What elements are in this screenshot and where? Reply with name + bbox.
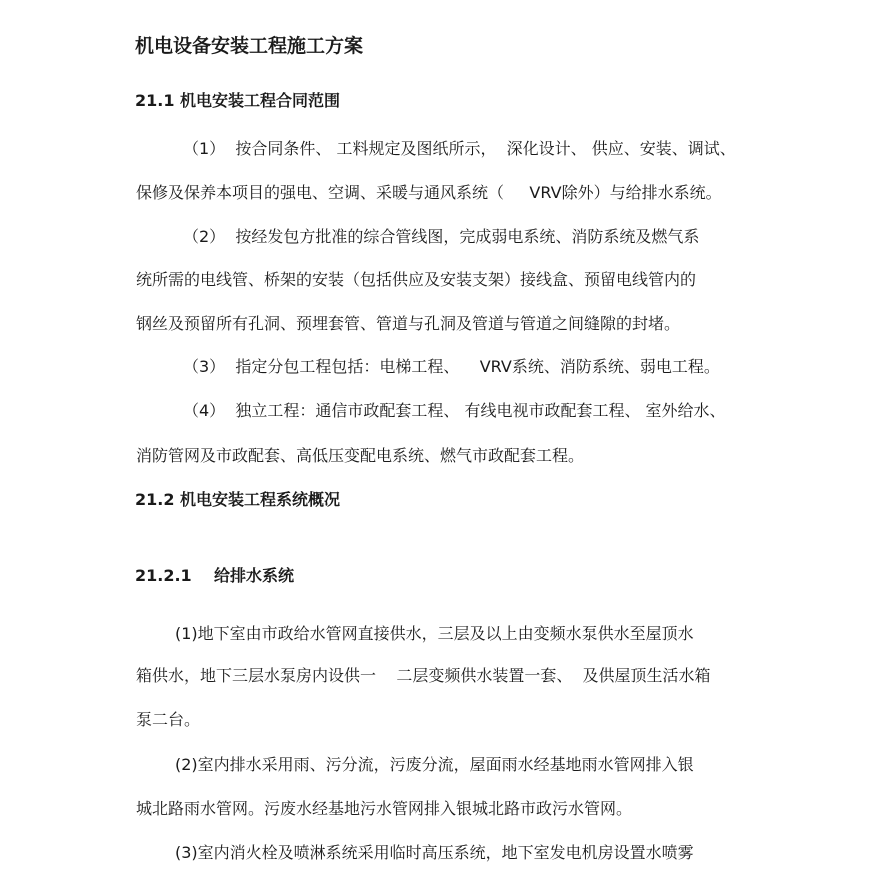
paragraph-line: (3)室内消火栓及喷淋系统采用临时高压系统，地下室发电机房设置水喷雾 [175, 843, 694, 862]
subsection-heading-21-2-1: 21.2.1 给排水系统 [135, 566, 294, 585]
paragraph-line: 消防管网及市政配套、高低压变配电系统、燃气市政配套工程。 [136, 446, 585, 465]
paragraph-line: 钢丝及预留所有孔洞、预埋套管、管道与孔洞及管道与管道之间缝隙的封堵。 [136, 314, 681, 333]
paragraph-line: 泵二台。 [136, 710, 201, 729]
paragraph-line: （1） 按合同条件、 工料规定及图纸所示， 深化设计、 供应、安装、调试、 [183, 139, 736, 158]
paragraph-line: 箱供水，地下三层水泵房内设供一 二层变频供水装置一套、 及供屋顶生活水箱 [136, 666, 711, 685]
paragraph-line: （4） 独立工程：通信市政配套工程、 有线电视市政配套工程、 室外给水、 [183, 401, 726, 420]
paragraph-line: (2)室内排水采用雨、污分流，污废分流，屋面雨水经基地雨水管网排入银 [175, 755, 694, 774]
paragraph-line: （3） 指定分包工程包括：电梯工程、 VRV系统、消防系统、弱电工程。 [183, 357, 720, 376]
paragraph-line: （2） 按经发包方批准的综合管线图，完成弱电系统、消防系统及燃气系 [183, 227, 700, 246]
paragraph-line: 保修及保养本项目的强电、空调、采暖与通风系统（ VRV除外）与给排水系统。 [136, 183, 722, 202]
section-heading-21-1: 21.1 机电安装工程合同范围 [135, 91, 341, 110]
paragraph-line: 统所需的电线管、桥架的安装（包括供应及安装支架）接线盒、预留电线管内的 [136, 270, 697, 289]
paragraph-line: 城北路雨水管网。污废水经基地污水管网排入银城北路市政污水管网。 [136, 799, 633, 818]
paragraph-line: (1)地下室由市政给水管网直接供水，三层及以上由变频水泵供水至屋顶水 [175, 624, 694, 643]
section-heading-21-2: 21.2 机电安装工程系统概况 [135, 490, 341, 509]
document-title: 机电设备安装工程施工方案 [135, 35, 364, 57]
